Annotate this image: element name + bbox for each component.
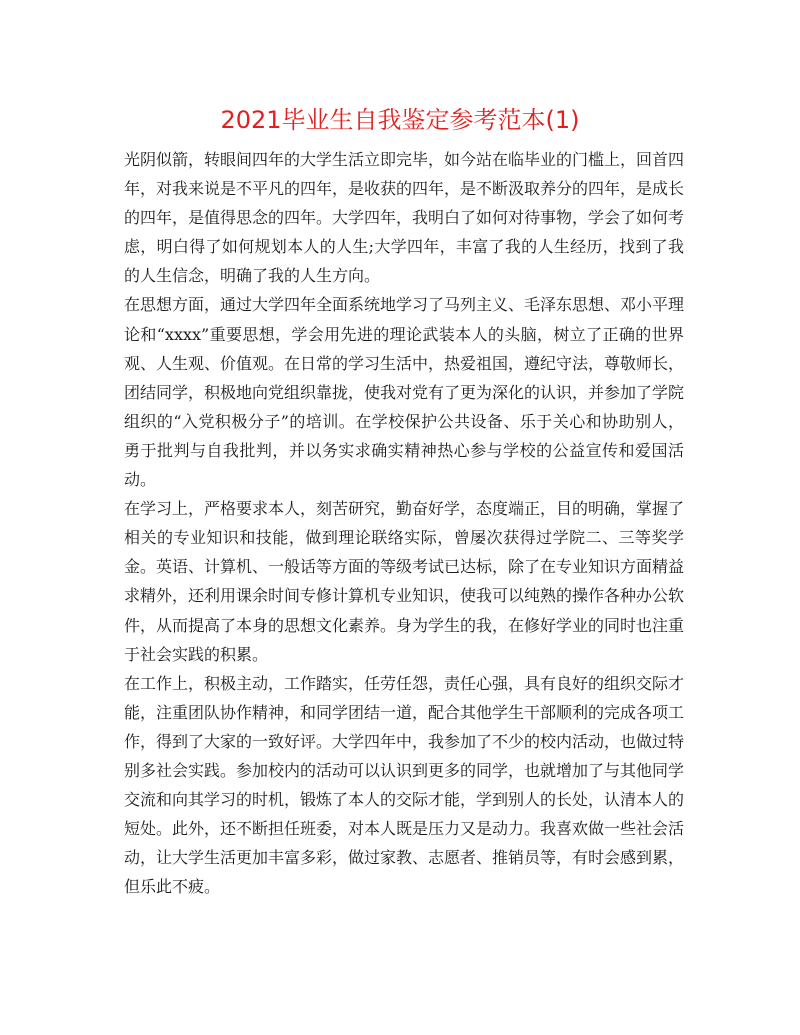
paragraph-study: 在学习上，严格要求本人，刻苦研究，勤奋好学，态度端正，目的明确，掌握了相关的专业知识和技能，做到理论联络实际，曾屡次获得过学院二、三等奖学金。英语、计算机、一般话等方面的等级考试已达标，除了在专业知识方面精益求精外，还利用课余时间专修计算机专业知识，使我可以纯熟的操作各种办公软件，从而提高了本身的思想文化素养。身为学生的我，在修好学业的同时也注重于社会实践的积累。	[124, 499, 685, 664]
paragraph-intro: 光阴似箭，转眼间四年的大学生活立即完毕，如今站在临毕业的门槛上，回首四年，对我来说是不平凡的四年，是收获的四年，是不断汲取养分的四年，是成长的四年，是值得思念的四年。大学四年，我明白了如何对待事物，学会了如何考虑，明白得了如何规划本人的人生;大学四年，丰富了我的人生经历，找到了我的人生信念，明确了我的人生方向。	[124, 150, 685, 286]
paragraph-work: 在工作上，积极主动，工作踏实，任劳任怨，责任心强，具有良好的组织交际才能，注重团队协作精神，和同学团结一道，配合其他学生干部顺利的完成各项工作，得到了大家的一致好评。大学四年中，我参加了不少的校内活动，也做过特别多社会实践。参加校内的活动可以认识到更多的同学，也就增加了与其他同学交流和向其学习的时机，锻炼了本人的交际才能，学到别人的长处，认清本人的短处。此外，还不断担任班委，对本人既是压力又是动力。我喜欢做一些社会活动，让大学生活更加丰富多彩，做过家教、志愿者、推销员等，有时会感到累，但乐此不疲。	[124, 673, 685, 897]
paragraph-ideology: 在思想方面，通过大学四年全面系统地学习了马列主义、毛泽东思想、邓小平理论和“xxxx”重要思想，学会用先进的理论武装本人的头脑，树立了正确的世界观、人生观、价值观。在日常的学习生活中，热爱祖国，遵纪守法，尊敬师长，团结同学，积极地向党组织靠拢，使我对党有了更为深化的认识，并参加了学院组织的“入党积极分子”的培训。在学校保护公共设备、乐于关心和协助别人，勇于批判与自我批判，并以务实求确实精神热心参与学校的公益宣传和爱国活动。	[124, 295, 685, 490]
document-body	[124, 145, 684, 901]
document-title: 2021毕业生自我鉴定参考范本(1)	[220, 106, 580, 134]
